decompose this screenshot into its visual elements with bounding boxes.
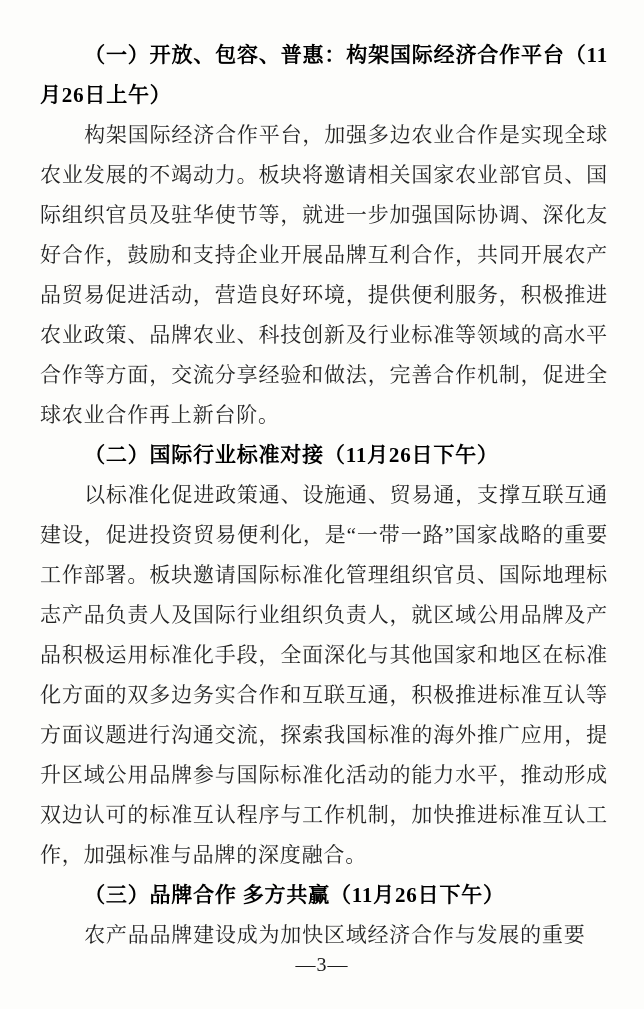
section-1: [40, 35, 608, 435]
section-2-heading: （二）国际行业标准对接（11月26日下午）: [84, 443, 499, 467]
section-1-heading: （一）开放、包容、普惠：构架国际经济合作平台（11月26日上午）: [40, 43, 608, 107]
section-3-heading: （三）品牌合作 多方共赢（11月26日下午）: [84, 883, 505, 907]
section-2: [40, 435, 608, 875]
section-3: [40, 875, 608, 955]
section-3-paragraph: 农产品品牌建设成为加快区域经济合作与发展的重要: [84, 923, 586, 947]
section-2-paragraph: 以标准化促进政策通、设施通、贸易通，支撑互联互通建设，促进投资贸易便利化，是“一带一路”国家战略的重要工作部署。板块邀请国际标准化管理组织官员、国际地理标志产品负责人及国际行业组织负责人，就区域公用品牌及产品积极运用标准化手段，全面深化与其他国家和地区在标准化方面的双多边务实合作和互联互通，积极推进标准互认等方面议题进行沟通交流，探索我国标准的海外推广应用，提升区域公用品牌参与国际标准化活动的能力水平，推动形成双边认可的标准互认程序与工作机制，加快推进标准互认工作，加强标准与品牌的深度融合。: [40, 483, 608, 867]
document-content: [40, 35, 608, 955]
page-number: —3—: [295, 954, 349, 976]
section-1-paragraph: 构架国际经济合作平台，加强多边农业合作是实现全球农业发展的不竭动力。板块将邀请相关国家农业部官员、国际组织官员及驻华使节等，就进一步加强国际协调、深化友好合作，鼓励和支持企业开展品牌互利合作，共同开展农产品贸易促进活动，营造良好环境，提供便利服务，积极推进农业政策、品牌农业、科技创新及行业标准等领域的高水平合作等方面，交流分享经验和做法，完善合作机制，促进全球农业合作再上新台阶。: [40, 123, 608, 427]
